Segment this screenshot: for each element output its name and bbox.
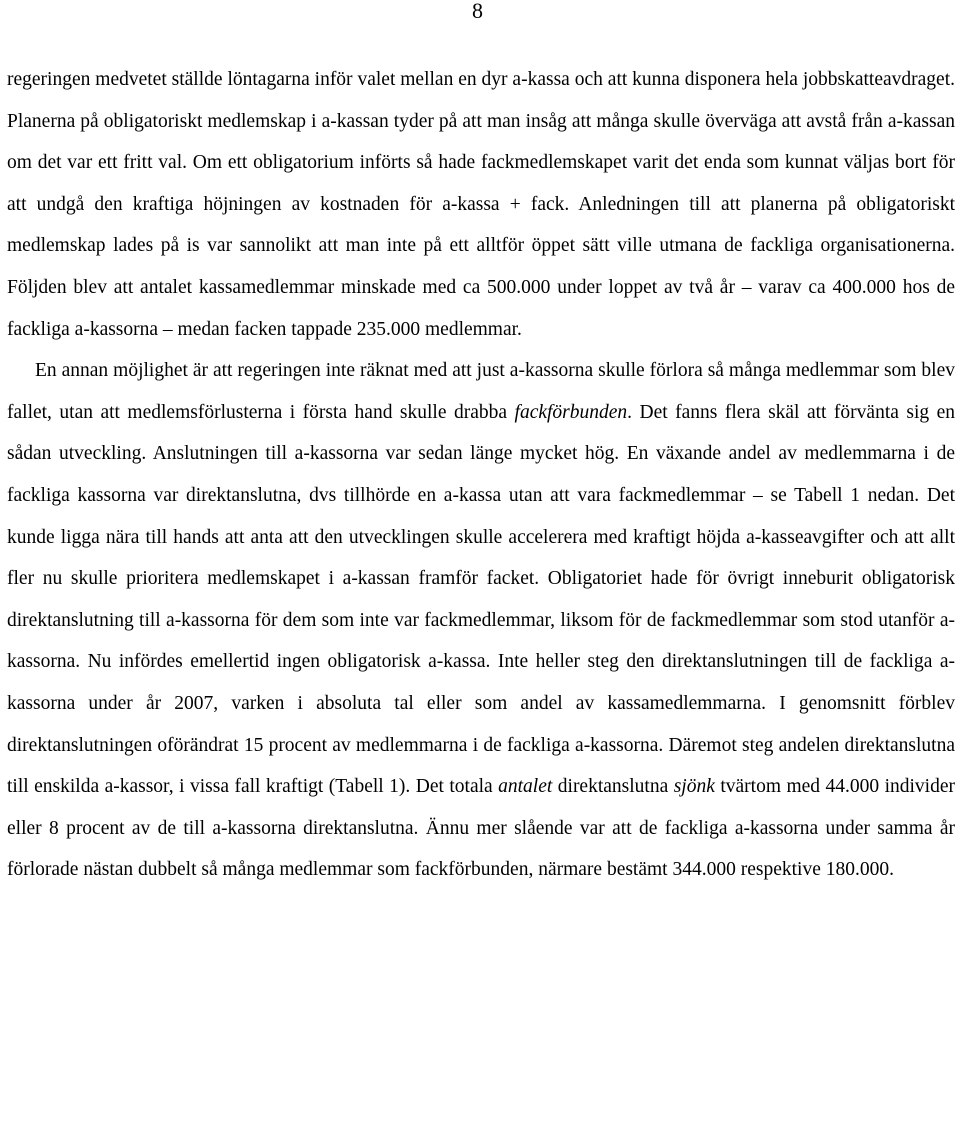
emphasis-antalet: antalet: [498, 776, 553, 798]
page-number: 8: [472, 0, 483, 23]
paragraph-2-text: tvärtom med 44.000 individer eller 8 procent av de till a-kassorna direktanslutna. Ännu mer slående var att de fackliga a-kassorna under samma år förlorade nästan dubbelt så många medlemmar som fackförbunden, närmare bestämt 344.000 respektive 180.000.: [7, 776, 955, 881]
paragraph-2-text: . Det fanns flera skäl att förvänta sig en sådan utveckling. Anslutningen till a-kassorna var sedan länge mycket hög. En växande andel av medlemmarna i de fackliga kassorna var direktanslutna, dvs tillhörde en a-kassa utan att vara fackmedlemmar – se Tabell 1 nedan. Det kunde ligga nära till hands att anta att den utvecklingen skulle accelerera med kraftigt höjda a-kasseavgifter och att allt fler nu skulle prioritera medlemskapet i a-kassan framför facket. Obligatoriet hade för övrigt inneburit obligatorisk direktanslutning till a-kassorna för dem som inte var fackmedlemmar, liksom för de fackmedlemmar som stod utanför a-kassorna. Nu infördes emellertid ingen obligatorisk a-kassa. Inte heller steg den direktanslutningen till de fackliga a-kassorna under år 2007, varken i absoluta tal eller som andel av kassamedlemmarna. I genomsnitt förblev direktanslutningen oförändrat 15 procent av medlemmarna i de fackliga a-kassorna. Däremot steg andelen direktanslutna till enskilda a-kassor, i vissa fall kraftigt (Tabell 1). Det totala: [7, 401, 956, 798]
emphasis-fackforbunden: fackförbunden: [514, 401, 628, 423]
document-body: [7, 59, 955, 891]
paragraph-1: regeringen medvetet ställde löntagarna inför valet mellan en dyr a-kassa och att kunna disponera hela jobbskatteavdraget. Planerna på obligatoriskt medlemskap i a-kassan tyder på att man insåg att många skulle överväga att avstå från a-kassan om det var ett fritt val. Om ett obligatorium införts så hade fackmedlemskapet varit det enda som kunnat väljas bort för att undgå den kraftiga höjningen av kostnaden för a-kassa + fack. Anledningen till att planerna på obligatoriskt medlemskap lades på is var sannolikt att man inte på ett alltför öppet sätt ville utmana de fackliga organisationerna. Följden blev att antalet kassamedlemmar minskade med ca 500.000 under loppet av två år – varav ca 400.000 hos de fackliga a-kassorna – medan facken tappade 235.000 medlemmar.: [7, 69, 955, 340]
emphasis-sjonk: sjönk: [673, 776, 715, 798]
paragraph-2-text: direktanslutna: [552, 776, 674, 798]
paragraph-2-text: En annan möjlighet är att regeringen inte räknat med att just a-kassorna skulle förlora så många medlemmar som blev fallet, utan att medlemsförlusterna i första hand skulle drabba: [7, 360, 955, 423]
paragraph-2: [7, 350, 955, 891]
